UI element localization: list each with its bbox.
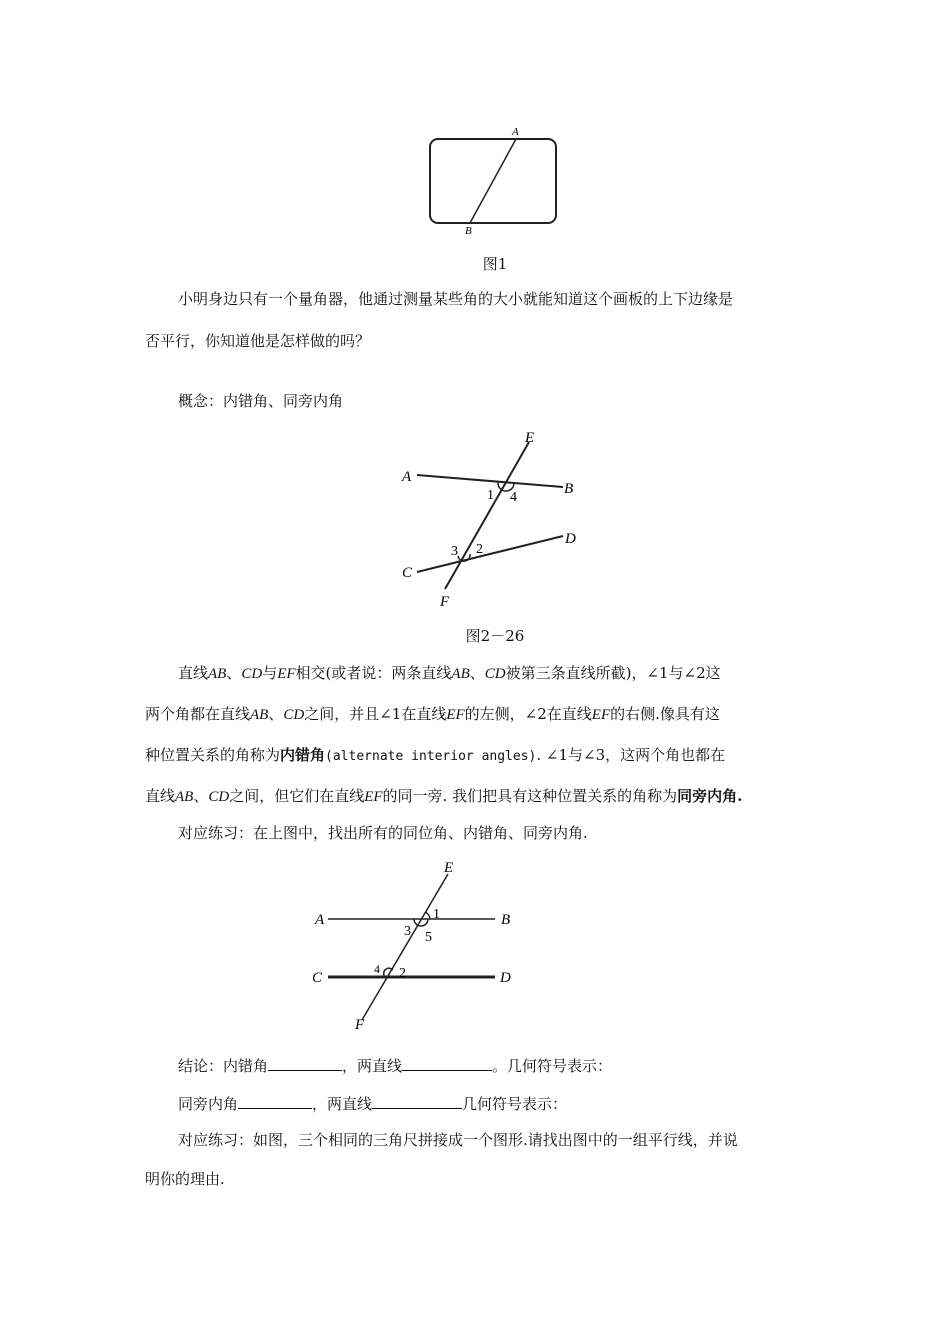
point-label-b: B — [501, 912, 511, 928]
line-ef — [445, 442, 529, 589]
figure-2-diagram — [395, 425, 595, 615]
fill-blank[interactable] — [372, 1094, 462, 1109]
point-label-d: D — [565, 531, 576, 547]
point-label-c: C — [312, 970, 323, 986]
conclusion-line-2: 同旁内角 ，两直线 几何符号表示： — [178, 1095, 568, 1113]
point-label-f: F — [440, 594, 450, 610]
exercise-1: 对应练习：在上图中，找出所有的同位角、内错角、同旁内角. — [178, 824, 588, 842]
figure-3-diagram — [305, 852, 525, 1037]
point-label-f: F — [355, 1017, 365, 1033]
point-label-d: D — [500, 970, 511, 986]
paragraph-1-line-2: 否平行，你知道他是怎样做的吗？ — [145, 332, 371, 350]
concept-heading: 概念：内错角、同旁内角 — [178, 392, 344, 410]
angle-label-1: 1 — [433, 907, 440, 922]
line-cd — [417, 536, 563, 572]
line-ab — [417, 475, 563, 487]
transversal-ab — [470, 139, 516, 223]
angle-label-4: 4 — [510, 490, 517, 505]
figure-1-drawing-board — [420, 120, 570, 240]
term-same-side-interior-angles: 同旁内角. — [677, 787, 743, 805]
angle-arc-top-right — [425, 912, 430, 919]
paragraph-1-line-1: 小明身边只有一个量角器，他通过测量某些角的大小就能知道这个画板的上下边缘是 — [178, 290, 734, 308]
point-label-c: C — [402, 565, 413, 581]
figure-2-caption: 图2－26 — [465, 627, 525, 645]
paragraph-2-line-3: 种位置关系的角称为内错角(alternate interior angles). ∠1与∠3，这两个角也都在 — [145, 746, 726, 764]
angle-label-3: 3 — [451, 544, 458, 559]
point-label-e: E — [525, 430, 535, 446]
exercise-2-line-1: 对应练习：如图，三个相同的三角尺拼接成一个图形.请找出图中的一组平行线，并说 — [178, 1131, 738, 1149]
fill-blank[interactable] — [268, 1056, 342, 1071]
conclusion-line-1: 结论：内错角 ，两直线 。几何符号表示： — [178, 1057, 613, 1075]
angle-label-3: 3 — [404, 924, 411, 939]
fill-blank[interactable] — [238, 1094, 312, 1109]
paragraph-2-line-4: 直线AB、CD之间，但它们在直线EF的同一旁. 我们把具有这种位置关系的角称为同旁内角. — [145, 787, 743, 805]
fill-blank[interactable] — [402, 1056, 492, 1071]
point-label-e: E — [444, 860, 454, 876]
point-label-b: B — [564, 481, 574, 497]
figure-1-caption: 图1 — [482, 255, 508, 273]
paragraph-2-line-2: 两个角都在直线AB、CD之间，并且∠1在直线EF的左侧，∠2在直线EF的右侧.像具有这 — [145, 705, 720, 723]
point-label-b: B — [465, 225, 472, 237]
paragraph-2-line-1: 直线AB、CD与EF相交(或者说：两条直线AB、CD被第三条直线所截)，∠1与∠2这 — [178, 664, 721, 682]
angle-label-1: 1 — [487, 488, 494, 503]
exercise-2-line-2: 明你的理由. — [145, 1170, 225, 1188]
angle-label-4: 4 — [374, 962, 380, 976]
angle-label-5: 5 — [425, 930, 432, 945]
term-alternate-interior-angles: 内错角 — [280, 746, 326, 764]
angle-label-2: 2 — [399, 966, 406, 981]
point-label-a: A — [402, 469, 412, 485]
line-ef — [362, 874, 448, 1020]
point-label-a: A — [512, 126, 519, 138]
angle-label-2: 2 — [476, 542, 483, 557]
point-label-a: A — [315, 912, 325, 928]
